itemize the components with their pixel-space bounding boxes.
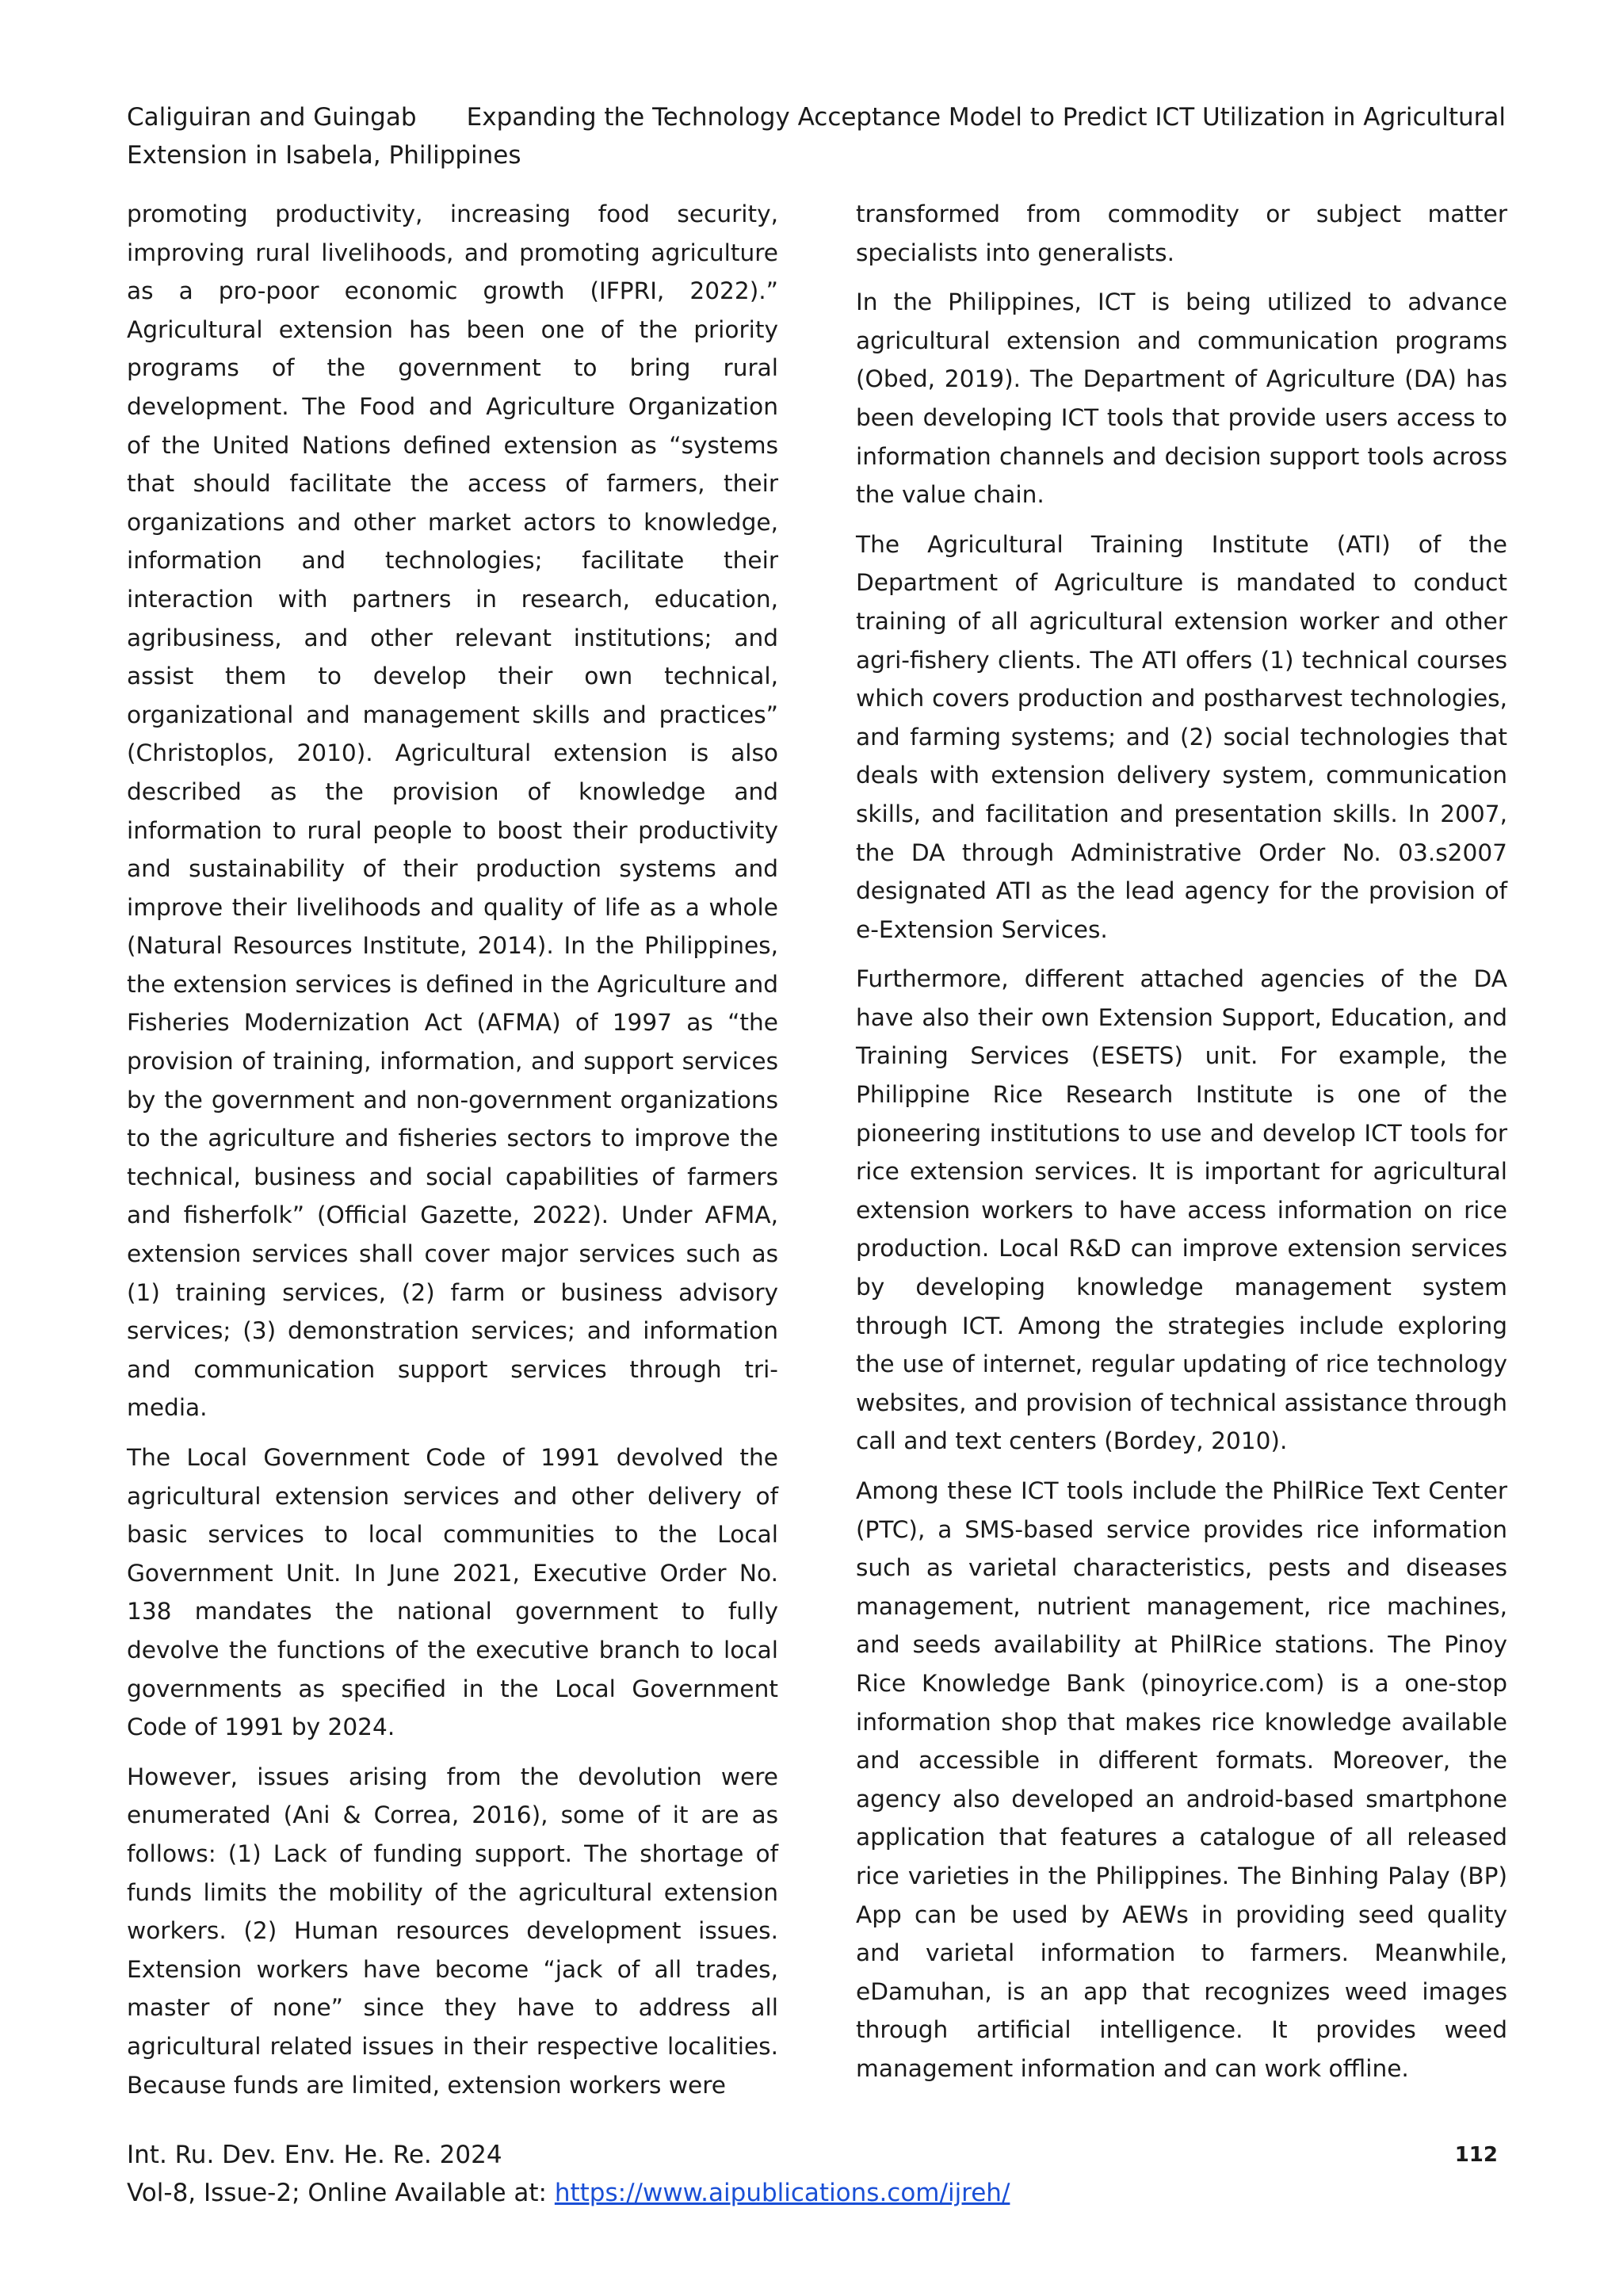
- journal-link[interactable]: https://www.aipublications.com/ijreh/: [554, 2179, 1010, 2207]
- paragraph: promoting productivity, increasing food security, improving rural livelihoods, and promoting agriculture as a pro-poor economic growth (IFPRI, 2022).” Agricultural extension has been one of the priority programs of the government to bring rural development. The Food and Agriculture Organization of the United Nations defined extension as “systems that should facilitate the access of farmers, their organizations and other market actors to knowledge, information and technologies; facilitate their interaction with partners in research, education, agribusiness, and other relevant institutions; and assist them to develop their own technical, organizational and management skills and practices” (Christoplos, 2010). Agricultural extension is also described as the provision of knowledge and information to rural people to boost their productivity and sustainability of their production systems and improve their livelihoods and quality of life as a whole (Natural Resources Institute, 2014). In the Philippines, the extension services is defined in the Agriculture and Fisheries Modernization Act (AFMA) of 1997 as “the provision of training, information, and support services by the government and non-government organizations to the agriculture and fisheries sectors to improve the technical, business and social capabilities of farmers and fisherfolk” (Official Gazette, 2022). Under AFMA, extension services shall cover major services such as (1) training services, (2) farm or business advisory services; (3) demonstration services; and information and communication support services through tri-media.: [127, 201, 778, 1422]
- paragraph: In the Philippines, ICT is being utilized to advance agricultural extension and communication programs (Obed, 2019). The Department of Agriculture (DA) has been developing ICT tools that provide users access to information channels and decision support tools across the value chain.: [856, 288, 1507, 509]
- left-column: [127, 195, 778, 2115]
- page-number: 112: [1454, 2143, 1498, 2167]
- paragraph: Furthermore, different attached agencies of the DA have also their own Extension Support, Education, and Training Services (ESETS) unit. For example, the Philippine Rice Research Institute is one of the pioneering institutions to use and develop ICT tools for rice extension services. It is important for agricultural extension workers to have access information on rice production. Local R&D can improve extension services by developing knowledge management system through ICT. Among the strategies include exploring the use of internet, regular updating of rice technology websites, and provision of technical assistance through call and text centers (Bordey, 2010).: [856, 965, 1507, 1455]
- footer-line: [127, 2136, 1506, 2174]
- right-column: [856, 195, 1507, 2099]
- paragraph: Among these ICT tools include the PhilRice Text Center (PTC), a SMS-based service provides rice information such as varietal characteristics, pests and diseases management, nutrient management, rice machines, and seeds availability at PhilRice stations. The Pinoy Rice Knowledge Bank (pinoyrice.com) is a one-stop information shop that makes rice knowledge available and accessible in different formats. Moreover, the agency also developed an android-based smartphone application that features a catalogue of all released rice varieties in the Philippines. The Binhing Palay (BP) App can be used by AEWs in providing seed quality and varietal information to farmers. Meanwhile, eDamuhan, is an app that recognizes weed images through artificial intelligence. It provides weed management information and can work offline.: [856, 1477, 1507, 2082]
- footer-volume-line: [127, 2174, 1506, 2212]
- paragraph: transformed from commodity or subject matter specialists into generalists.: [856, 201, 1507, 266]
- header-title: Expanding the Technology Acceptance Model to Predict ICT Utilization in Agricultural: [466, 103, 1506, 132]
- page-header: [127, 98, 1506, 174]
- footer-volume: Vol-8, Issue-2; Online Available at:: [127, 2179, 555, 2207]
- header-authors: Caliguiran and Guingab: [127, 103, 417, 132]
- footer-journal: Int. Ru. Dev. Env. He. Re. 2024: [127, 2141, 502, 2169]
- page-footer: [127, 2136, 1506, 2212]
- header-title-continued: Extension in Isabela, Philippines: [127, 141, 521, 170]
- header-line: [127, 98, 1506, 136]
- paragraph: However, issues arising from the devolution were enumerated (Ani & Correa, 2016), some of it are as follows: (1) Lack of funding support. The shortage of funds limits the mobility of the agricultural extension workers. (2) Human resources development issues. Extension workers have become “jack of all trades, master of none” since they have to address all agricultural related issues in their respective localities. Because funds are limited, extension workers were: [127, 1763, 778, 2099]
- paragraph: The Agricultural Training Institute (ATI) of the Department of Agriculture is mandated to conduct training of all agricultural extension worker and other agri-fishery clients. The ATI offers (1) technical courses which covers production and postharvest technologies, and farming systems; and (2) social technologies that deals with extension delivery system, communication skills, and facilitation and presentation skills. In 2007, the DA through Administrative Order No. 03.s2007 designated ATI as the lead agency for the provision of e-Extension Services.: [856, 530, 1507, 943]
- paragraph: The Local Government Code of 1991 devolved the agricultural extension services and other delivery of basic services to local communities to the Local Government Unit. In June 2021, Executive Order No. 138 mandates the national government to fully devolve the functions of the executive branch to local governments as specified in the Local Government Code of 1991 by 2024.: [127, 1444, 778, 1741]
